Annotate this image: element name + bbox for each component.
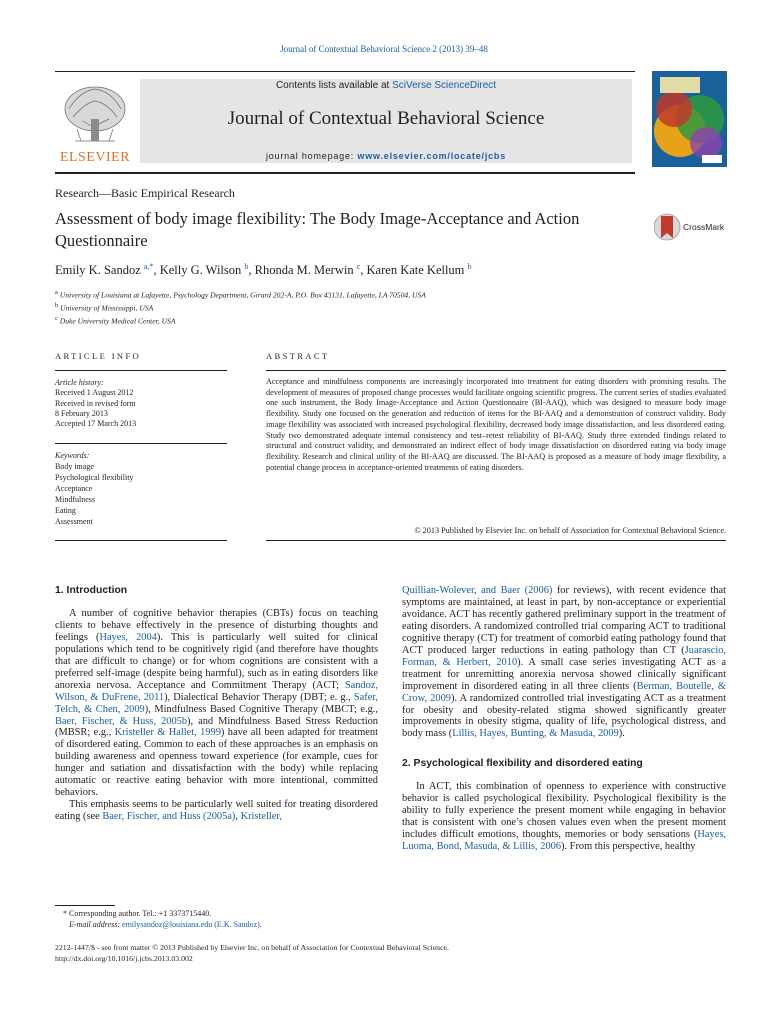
issn-line: 2212-1447/$ - see front matter © 2013 Published by Elsevier Inc. on behalf of Association for Contextual Behavioral Science. xyxy=(55,943,449,952)
keywords-rule xyxy=(55,443,227,444)
author[interactable]: Emily K. Sandoz $^{a,*}$ xyxy=(55,262,154,278)
header-bottom-rule xyxy=(55,172,635,174)
paragraph-text: ). xyxy=(618,728,625,740)
paragraph-text: ), Mindfulness Based Cognitive Therapy (MBCT; e.g., xyxy=(144,703,378,715)
citation-link[interactable]: Hayes, 2004 xyxy=(99,631,157,643)
keyword: Eating xyxy=(55,506,76,515)
crossmark-label[interactable]: CrossMark xyxy=(683,222,725,232)
keyword: Psychological flexibility xyxy=(55,473,134,482)
paragraph-text: ), and Mindfulness Based Stress Reduction (MBSR; e.g., xyxy=(55,715,378,739)
keywords xyxy=(55,450,227,527)
paragraph-text: In ACT, this combination of openness to experience with constructive behavior is called psychological flexibility. Psychological flexibility is the ability to fully experience the present moment while engaging in behavior that is consistent with one’s chosen values even when the present moment includes difficult emotions, thoughts, memories or body sensations ( xyxy=(402,781,726,841)
keyword: Assessment xyxy=(55,517,93,526)
paragraph-text: ), Dialectical Behavior Therapy (DBT; e. g., xyxy=(164,691,354,703)
affiliation: $^b$ University of Mississippi, USA xyxy=(55,302,154,313)
citation-link[interactable]: Kristeller, xyxy=(240,811,282,823)
body-right-column xyxy=(402,585,726,853)
paragraph xyxy=(402,781,726,853)
keyword: Body image xyxy=(55,462,94,471)
article-info-rule xyxy=(55,370,227,371)
article-info-heading: ARTICLE INFO xyxy=(55,351,142,361)
email-label: E-mail address: xyxy=(69,920,121,929)
author[interactable]: Kelly G. Wilson $^b$ xyxy=(159,262,249,278)
citation-link[interactable]: Berman, Boutelle, & Crow, 2009 xyxy=(402,680,726,704)
abstract-heading: ABSTRACT xyxy=(266,351,330,361)
citation-link[interactable]: Quillian-Wolever, and Baer (2006) xyxy=(402,585,553,596)
corresponding-author: * Corresponding author. Tel.: +1 3373715440. xyxy=(63,909,212,918)
paragraph-text: A number of cognitive behavior therapies (CBTs) focus on teaching clients to behave effectively in the presence of disturbing thoughts and feelings ( xyxy=(55,607,378,643)
homepage-prefix: journal homepage: xyxy=(265,151,358,161)
article-section-type: Research—Basic Empirical Research xyxy=(55,186,235,200)
author[interactable]: Karen Kate Kellum $^b$ xyxy=(366,262,472,278)
keywords-label: Keywords: xyxy=(55,451,90,460)
abstract-bottom-rule xyxy=(266,540,726,541)
article-history xyxy=(55,378,227,429)
abstract-rule xyxy=(266,370,726,371)
history-label: Article history: xyxy=(55,378,104,387)
paper-title: Assessment of body image flexibility: The Body Image-Acceptance and Action Questionnaire xyxy=(55,209,580,250)
header-top-rule xyxy=(55,71,635,72)
publisher-name: ELSEVIER xyxy=(59,150,131,165)
journal-homepage xyxy=(140,151,632,161)
body-left-column xyxy=(55,585,378,823)
citation-link[interactable]: Kristeller & Hallet, 1999 xyxy=(114,727,221,739)
citation-link[interactable]: Lillis, Hayes, Bunting, & Masuda, 2009 xyxy=(452,728,619,740)
citation-link[interactable]: Baer, Fischer, and Huss (2005a) xyxy=(102,811,236,823)
paragraph-text: ) have all been adapted for treatment of disordered eating. Common to each of these approaches is an emphasis on building awareness and openness toward experience (for example, cues for hunger and satiation and dissatisfaction with the body) while replacing automatic or reactive eating behavior with more intentional, committed behaviors. xyxy=(55,727,378,799)
article-info-bottom-rule xyxy=(55,540,227,541)
contents-prefix: Contents lists available at xyxy=(275,80,393,91)
journal-title: Journal of Contextual Behavioral Science xyxy=(227,108,545,129)
affiliation: $^c$ Duke University Medical Center, USA xyxy=(55,315,176,326)
history-entry: 8 February 2013 xyxy=(55,408,108,418)
page-footer xyxy=(55,942,735,964)
paragraph-text: , xyxy=(235,811,241,823)
contents-line xyxy=(140,80,632,91)
history-entry: Received 1 August 2012 xyxy=(55,388,134,398)
citation-link[interactable]: Juarascio, Forman, & Herbert, 2010 xyxy=(402,644,726,668)
email-link[interactable]: emilysandoz@louisiana.edu (E.K. Sandoz). xyxy=(120,920,262,929)
paragraph-text: ). This is particularly well suited for clinical populations which tend to be cognitively rigid (and therefore have thoughts that are difficult to change) or for whom cognitions are consistent with a preferred self-image (despite being harmful), such as in eating disorders like anorexia nervosa. Acceptance and Commitment Therapy (ACT; xyxy=(55,631,379,691)
abstract-copyright: © 2013 Published by Elsevier Inc. on behalf of Association for Contextual Behavioral Science. xyxy=(414,526,726,535)
affiliations xyxy=(55,288,735,327)
keyword: Acceptance xyxy=(55,484,93,493)
section-heading: 2. Psychological flexibility and disordered eating xyxy=(402,758,643,770)
history-entry: Received in revised form xyxy=(55,398,136,408)
section-heading: 1. Introduction xyxy=(55,585,128,596)
abstract-text: Acceptance and mindfulness components are increasingly incorporated into treatment for eating disorders with promising results. The development of measures of proposed change processes would facilitate ongoing scientific progress. The current series of studies evaluated one such instrument, the Body Image-Acceptance and Action Questionnaire (BI-AAQ), which was designed to measure body image flexibility. Study one focused on the generation and reduction of items for the BI-AAQ and a demonstration of construct validity. Body image flexibility was associated with increased psychological flexibility, decreased body image dissatisfaction, and less disordered eating. Study two demonstrated adequate internal consistency and test–retest reliability of BI-AAQ. Study three extended findings related to structural and construct validity, and demonstrated an indirect effect of body image dissatisfaction on disordered eating via body image flexibility. Research and clinical utility of the BI-AAQ are discussed. The BI-AAQ is proposed as a measure of body image flexibility, a potential change process in acceptance-oriented treatments of eating disorders. xyxy=(266,377,726,472)
sciencedirect-link[interactable]: SciVerse ScienceDirect xyxy=(392,80,497,91)
footnote xyxy=(55,908,385,930)
citation-link[interactable]: Hayes, Luoma, Bond, Masuda, & Lillis, 2006 xyxy=(402,829,726,853)
paragraph-text: ). A small case series investigating ACT as a treatment for unremitting anorexia nervosa showed clinically significant improvement in disordered eating in all three clients ( xyxy=(402,656,727,692)
paragraph xyxy=(55,799,378,823)
affiliation: $^a$ University of Louisiana at Lafayette, Psychology Department, Girard 202-A, P.O. Box 43131, Lafayette, LA 70504, USA xyxy=(55,289,426,300)
paragraph xyxy=(55,608,378,799)
footnote-rule xyxy=(55,905,115,906)
journal-citation[interactable]: Journal of Contextual Behavioral Science 2 (2013) 39–48 xyxy=(280,44,488,54)
paragraph-text: This emphasis seems to be particularly well suited for treating disordered eating (see xyxy=(55,799,378,823)
journal-cover-thumbnail[interactable] xyxy=(652,71,727,167)
citation-link[interactable]: Sandoz, Wilson, & DuFrene, 2011 xyxy=(55,679,378,703)
author[interactable]: Rhonda M. Merwin $^c$ xyxy=(254,262,361,278)
citation-link[interactable]: Baer, Fischer, & Huss, 2005b xyxy=(55,715,188,727)
paragraph-text: ). A randomized controlled trial investigating ACT as a treatment for obesity and obesity-related stigma showed significantly greater improvements in obesity stigma, quality of life, psychological distress, and body mass ( xyxy=(402,692,726,740)
homepage-link[interactable]: www.elsevier.com/locate/jcbs xyxy=(357,151,507,161)
email-line xyxy=(55,919,385,930)
paragraph-text: ). From this perspective, healthy xyxy=(561,841,696,853)
paragraph xyxy=(402,585,726,740)
doi-link[interactable]: http://dx.doi.org/10.1016/j.jcbs.2013.03.002 xyxy=(55,954,193,963)
author-list: Emily K. Sandoz $^{a,*}$, Kelly G. Wilson $^b$, Rhonda M. Merwin $^c$, Karen Kate Kellum $^b$ xyxy=(55,262,472,278)
citation-link[interactable]: Safer, Telch, & Chen, 2009 xyxy=(55,691,378,715)
history-entry: Accepted 17 March 2013 xyxy=(55,419,137,429)
paragraph-text: for reviews), with recent evidence that symptoms are maintained, at least in part, by non-acceptance or experiential avoidance. ACT has recently gathered preliminary support in the treatment of eating disorders. A randomized controlled trial comparing ACT to traditional cognitive therapy (CT) for treatment of comorbid eating pathology found that ACT produced larger reductions in eating pathology than CT ( xyxy=(402,585,726,656)
keyword: Mindfulness xyxy=(55,495,95,504)
